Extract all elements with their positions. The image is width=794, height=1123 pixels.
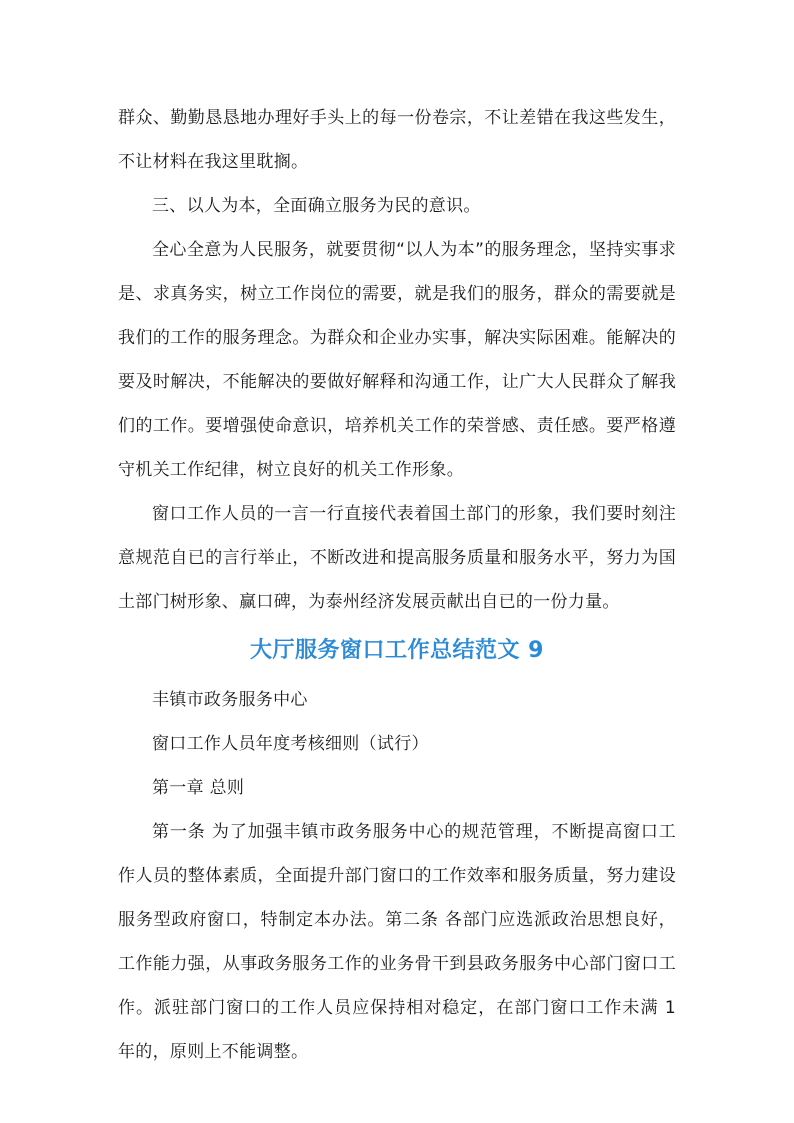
paragraph-continuation: 群众、勤勤恳恳地办理好手头上的每一份卷宗，不让差错在我这些发生，不让材料在我这里耽搁。 xyxy=(118,108,676,172)
paragraph-service-philosophy: 全心全意为人民服务，就要贯彻“以人为本”的服务理念，坚持实事求是、求真务实，树立工作岗位的需要，就是我们的服务，群众的需要就是我们的工作的服务理念。为群众和企业办实事，解决实际困难。能解决的要及时解决，不能解决的要做好解释和沟通工作，让广大人民群众了解我们的工作。要增强使命意识，培养机关工作的荣誉感、责任感。要严格遵守机关工作纪律，树立良好的机关工作形象。 xyxy=(118,240,676,480)
rules-title: 窗口工作人员年度考核细则（试行） xyxy=(152,734,429,754)
article-one-two: 第一条 为了加强丰镇市政务服务中心的规范管理，不断提高窗口工作人员的整体素质，全面提升部门窗口的工作效率和服务质量，努力建设服务型政府窗口，特制定本办法。第二条 各部门应选派政治思想良好，工作能力强，从事政务服务工作的业务骨干到县政务服务中心部门窗口工作。派驻部门窗口的工作人员应保持相对稳定，在部门窗口工作未满 1 年的，原则上不能调整。 xyxy=(118,822,676,1062)
chapter-one-title: 第一章 总则 xyxy=(152,778,245,798)
document-body xyxy=(118,96,676,1074)
paragraph-window-staff-image: 窗口工作人员的一言一行直接代表着国土部门的形象，我们要时刻注意规范自已的言行举止，不断改进和提高服务质量和服务水平，努力为国土部门树形象、赢口碑，为泰州经济发展贡献出自已的一份力量。 xyxy=(118,504,676,612)
section-title: 大厅服务窗口工作总结范文 9 xyxy=(250,638,544,663)
organization-name: 丰镇市政务服务中心 xyxy=(152,690,308,710)
section-three-heading: 三、以人为本，全面确立服务为民的意识。 xyxy=(152,196,481,216)
